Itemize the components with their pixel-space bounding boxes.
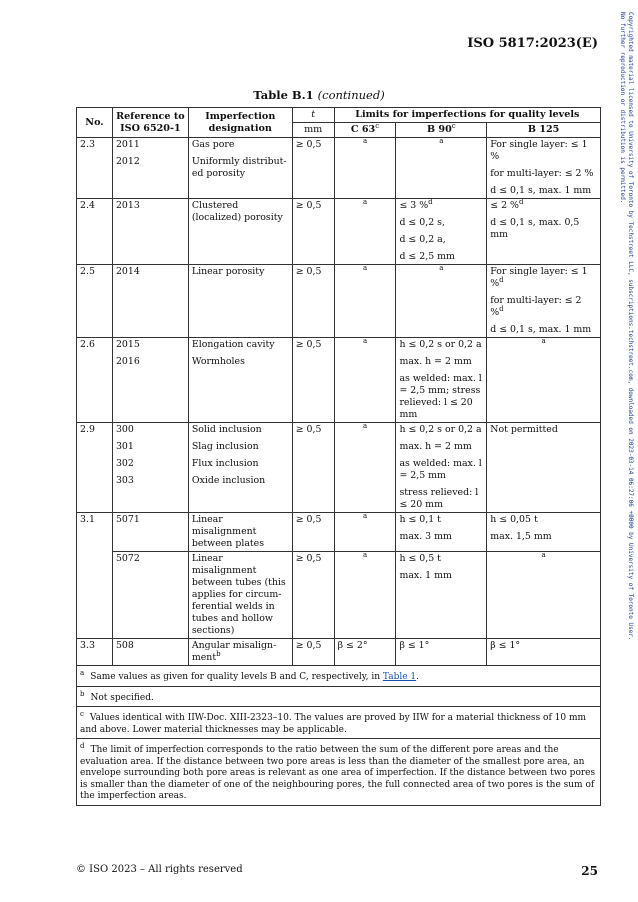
col-t: t xyxy=(292,108,334,123)
cell-designation: Linear misalignment between plates xyxy=(188,513,292,552)
cell-b90: h ≤ 0,1 t max. 3 mm xyxy=(396,513,487,552)
cell-reference: 2014 xyxy=(112,265,188,338)
cell-t: ≥ 0,5 xyxy=(292,265,334,338)
cell-c63: a xyxy=(334,552,396,639)
footnote-b: $^b$ Not specified. xyxy=(77,686,601,707)
col-c63: C 63$^c$ xyxy=(334,123,396,138)
cell-reference: 508 xyxy=(112,639,188,666)
footnote-row xyxy=(77,707,601,739)
cell-b125: a xyxy=(487,552,601,639)
cell-b125: Not permitted xyxy=(487,423,601,513)
cell-reference: 2011 2012 xyxy=(112,138,188,199)
col-b90: B 90$^c$ xyxy=(396,123,487,138)
col-b125: B 125 xyxy=(487,123,601,138)
side-note-line-1: Copyrighted material licensed to University of Toronto by Techstreet LLC, subscriptions.techstreet.com, downloaded on 2023-03-14 06:27:06 +0000 by University of Toronto User. xyxy=(627,12,634,641)
cell-no: 2.6 xyxy=(77,338,113,423)
cell-designation: Gas pore Uniformly distribut-ed porosity xyxy=(188,138,292,199)
table-row xyxy=(77,552,601,639)
table-row xyxy=(77,423,601,513)
table-row xyxy=(77,265,601,338)
document-id: ISO 5817:2023(E) xyxy=(467,36,598,51)
cell-c63: a xyxy=(334,513,396,552)
cell-c63: a xyxy=(334,265,396,338)
col-reference: Reference to ISO 6520-1 xyxy=(112,108,188,138)
cell-no: 2.5 xyxy=(77,265,113,338)
cell-c63: β ≤ 2° xyxy=(334,639,396,666)
cell-t: ≥ 0,5 xyxy=(292,338,334,423)
cell-b90: a xyxy=(396,138,487,199)
cell-b90: β ≤ 1° xyxy=(396,639,487,666)
footnote-d: $^d$ The limit of imperfection corresponds to the ratio between the sum of the different pore areas and the evaluation area. If the distance between two pore areas is less than the diameter of the smallest pore area, an envelope surrounding both pore areas is relevant as one area of imperfection. If the distance between two pores is smaller than the diameter of one of the neighbouring pores, the full connected area of two pores is the sum of the imperfection areas. xyxy=(77,739,601,806)
cell-designation: Angular misalign-ment$^b$ xyxy=(188,639,292,666)
cell-t: ≥ 0,5 xyxy=(292,423,334,513)
cell-b90: a xyxy=(396,265,487,338)
table-row xyxy=(77,199,601,265)
cell-b90: h ≤ 0,5 t max. 1 mm xyxy=(396,552,487,639)
header-row xyxy=(77,108,601,123)
cell-no: 3.3 xyxy=(77,639,113,666)
table-caption xyxy=(0,88,638,102)
cell-reference: 2015 2016 xyxy=(112,338,188,423)
cell-b125: β ≤ 1° xyxy=(487,639,601,666)
cell-no: 3.1 xyxy=(77,513,113,639)
footnote-a: $^a$ Same values as given for quality levels B and C, respectively, in Table 1. xyxy=(77,666,601,687)
cell-designation: Linear porosity xyxy=(188,265,292,338)
cell-b90: h ≤ 0,2 s or 0,2 a max. h = 2 mm as welded: max. l = 2,5 mm stress relieved: l ≤ 20 mm xyxy=(396,423,487,513)
cell-t: ≥ 0,5 xyxy=(292,199,334,265)
cell-designation: Elongation cavity Wormholes xyxy=(188,338,292,423)
col-no: No. xyxy=(77,108,113,138)
cell-reference: 5071 xyxy=(112,513,188,552)
cell-t: ≥ 0,5 xyxy=(292,513,334,552)
side-note-line-2: No further reproduction or distribution is permitted. xyxy=(619,12,626,204)
cell-b125: For single layer: ≤ 1 %$^d$ for multi-layer: ≤ 2 %$^d$ d ≤ 0,1 s, max. 1 mm xyxy=(487,265,601,338)
table-row xyxy=(77,338,601,423)
cell-no: 2.3 xyxy=(77,138,113,199)
cell-b90: h ≤ 0,2 s or 0,2 a max. h = 2 mm as welded: max. l = 2,5 mm; stress relieved: l ≤ 20 mm xyxy=(396,338,487,423)
cell-designation: Clustered (localized) porosity xyxy=(188,199,292,265)
footnote-c: $^c$ Values identical with IIW-Doc. XIII-2323–10. The values are proved by IIW for a material thickness of 10 mm and above. Lower material thicknesses may be applicable. xyxy=(77,707,601,739)
table-title-suffix: (continued) xyxy=(317,88,385,102)
footnote-row xyxy=(77,686,601,707)
cell-b125: For single layer: ≤ 1 % for multi-layer: ≤ 2 % d ≤ 0,1 s, max. 1 mm xyxy=(487,138,601,199)
footer-copyright: © ISO 2023 – All rights reserved xyxy=(76,864,243,875)
cell-b90: ≤ 3 %$^d$ d ≤ 0,2 s, d ≤ 0,2 a, d ≤ 2,5 mm xyxy=(396,199,487,265)
col-limits: Limits for imperfections for quality levels xyxy=(334,108,600,123)
cell-c63: a xyxy=(334,338,396,423)
cell-no: 2.4 xyxy=(77,199,113,265)
cell-b125: h ≤ 0,05 t max. 1,5 mm xyxy=(487,513,601,552)
table-1-link[interactable]: Table 1 xyxy=(382,672,417,682)
col-designation: Imperfection designation xyxy=(188,108,292,138)
cell-no: 2.9 xyxy=(77,423,113,513)
table-title: Table B.1 xyxy=(253,88,314,102)
table-row xyxy=(77,513,601,552)
cell-reference: 2013 xyxy=(112,199,188,265)
imperfection-table xyxy=(76,107,601,806)
cell-c63: a xyxy=(334,423,396,513)
col-t-unit: mm xyxy=(292,123,334,138)
page-number: 25 xyxy=(581,864,598,878)
table-row xyxy=(77,639,601,666)
cell-t: ≥ 0,5 xyxy=(292,552,334,639)
cell-designation: Solid inclusion Slag inclusion Flux inclusion Oxide inclusion xyxy=(188,423,292,513)
cell-c63: a xyxy=(334,138,396,199)
cell-reference: 5072 xyxy=(112,552,188,639)
footnote-row xyxy=(77,739,601,806)
cell-b125: ≤ 2 %$^d$ d ≤ 0,1 s, max. 0,5 mm xyxy=(487,199,601,265)
cell-b125: a xyxy=(487,338,601,423)
cell-reference: 300 301 302 303 xyxy=(112,423,188,513)
footnote-row xyxy=(77,666,601,687)
cell-designation: Linear misalignment between tubes (this applies for circum-ferential welds in tubes and hollow sections) xyxy=(188,552,292,639)
cell-c63: a xyxy=(334,199,396,265)
cell-t: ≥ 0,5 xyxy=(292,138,334,199)
copyright-side-note xyxy=(618,12,634,641)
table-row xyxy=(77,138,601,199)
cell-t: ≥ 0,5 xyxy=(292,639,334,666)
